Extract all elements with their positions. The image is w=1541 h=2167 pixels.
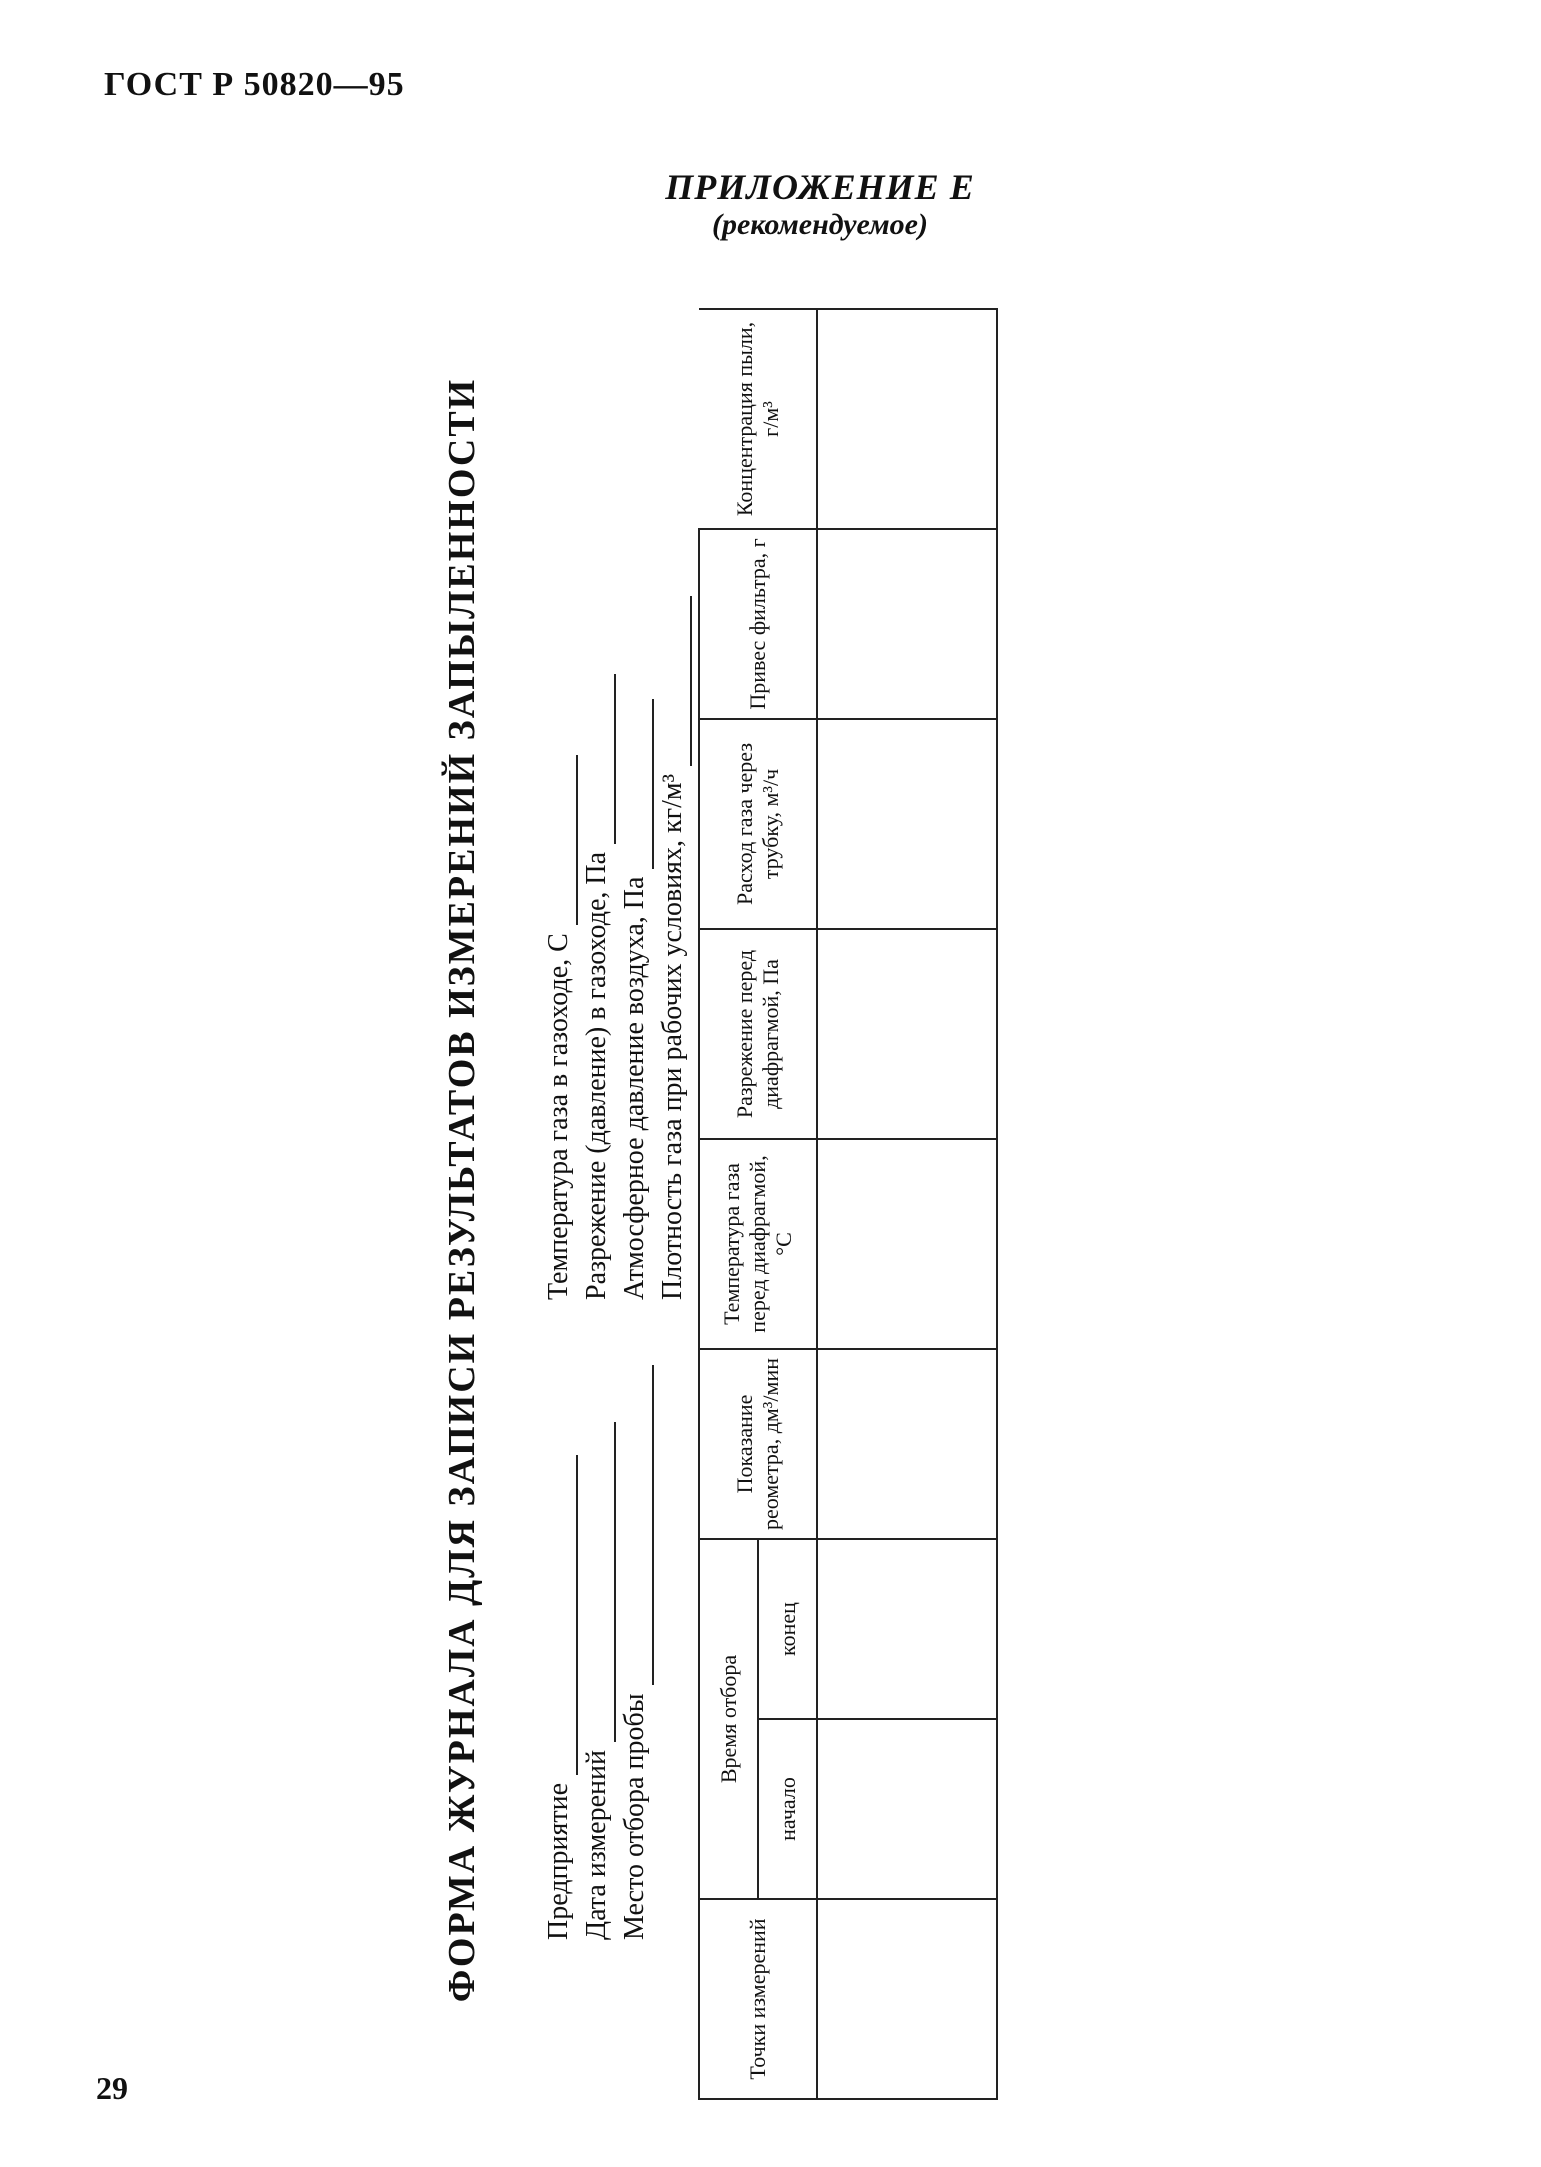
field-gas-temperature (540, 596, 578, 1300)
col-header-sampling-time: Время отбора (699, 1539, 758, 1899)
col-header-flow: Расход газа через трубку, м³/ч (699, 719, 817, 929)
field-label: Место отбора пробы (619, 1693, 650, 1940)
table-cell[interactable] (817, 1719, 997, 1899)
field-gas-density (654, 596, 692, 1300)
col-header-weight: Привес фильтра, г (699, 529, 817, 719)
field-blank-line[interactable] (622, 699, 654, 869)
field-vacuum-pressure (578, 596, 616, 1300)
field-label: Разрежение (давление) в газоходе, Па (581, 851, 612, 1300)
table-cell[interactable] (817, 309, 997, 529)
col-header-end: конец (758, 1539, 817, 1719)
field-blank-line[interactable] (584, 674, 616, 844)
table-cell[interactable] (817, 1899, 997, 2099)
table-cell[interactable] (817, 929, 997, 1139)
col-header-temperature: Температура газа перед диафрагмой, °С (699, 1139, 817, 1349)
table-cell[interactable] (817, 1349, 997, 1539)
table-cell[interactable] (817, 719, 997, 929)
appendix-heading (600, 166, 1040, 242)
col-header-points: Точки измерений (699, 1899, 817, 2099)
field-blank-line[interactable] (660, 596, 692, 766)
field-label: Атмосферное давление воздуха, Па (619, 876, 650, 1300)
col-header-concentration: Концентрация пыли, г/м³ (699, 309, 817, 529)
appendix-subtitle: (рекомендуемое) (712, 208, 928, 241)
field-measurement-date (578, 1365, 616, 1940)
page-number: 29 (96, 2070, 128, 2106)
col-header-vacuum: Разрежение перед диафрагмой, Па (699, 929, 817, 1139)
document-code: ГОСТ Р 50820—95 (104, 66, 405, 103)
field-label: Дата измерений (581, 1750, 612, 1940)
field-blank-line[interactable] (584, 1422, 616, 1742)
field-blank-line[interactable] (546, 1455, 578, 1775)
field-atmospheric-pressure (616, 596, 654, 1300)
appendix-title: ПРИЛОЖЕНИЕ Е (665, 167, 975, 207)
field-label: Температура газа в газоходе, С (543, 933, 574, 1300)
field-sampling-place (616, 1365, 654, 1940)
table-cell[interactable] (817, 1139, 997, 1349)
form-title: ФОРМА ЖУРНАЛА ДЛЯ ЗАПИСИ РЕЗУЛЬТАТОВ ИЗМЕРЕНИЙ ЗАПЫЛЕННОСТИ (441, 377, 483, 2003)
field-enterprise (540, 1365, 578, 1940)
col-header-start: начало (758, 1719, 817, 1899)
field-blank-line[interactable] (622, 1365, 654, 1685)
table-cell[interactable] (817, 1539, 997, 1719)
rotated-form-block (440, 280, 1020, 2100)
measurement-table (698, 308, 998, 2100)
field-blank-line[interactable] (546, 755, 578, 925)
table-cell[interactable] (817, 529, 997, 719)
field-label: Плотность газа при рабочих условиях, кг/м³ (657, 773, 688, 1300)
col-header-rheometer: Показание реометра, дм³/мин (699, 1349, 817, 1539)
left-fields (540, 1365, 654, 1940)
table-row (817, 309, 997, 2099)
field-label: Предприятие (543, 1782, 574, 1940)
right-fields (540, 596, 692, 1300)
